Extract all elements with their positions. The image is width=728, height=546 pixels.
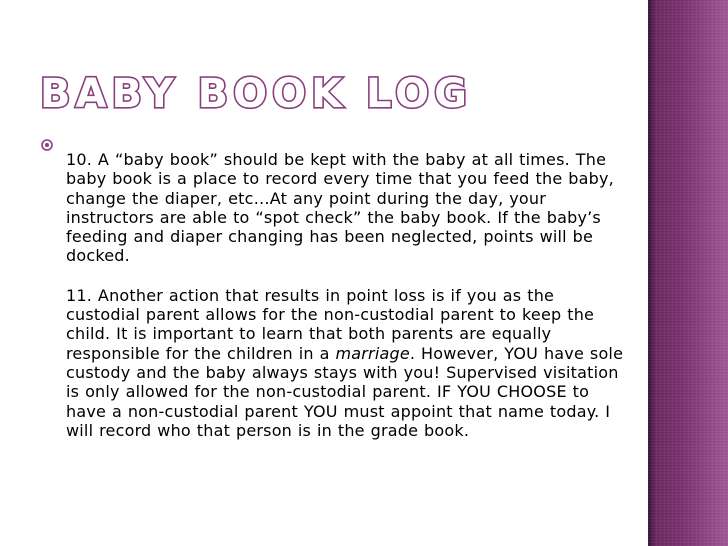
paragraph-item-10: 10. A “baby book” should be kept with the baby at all times. The baby book is a place to record every time that you feed the baby, change the diaper, etc…At any point during the day, your instructors are able to “spot check” the baby book. If the baby’s feeding and diaper changing has been neglected, points will be docked.	[66, 150, 614, 266]
slide-title-graphic	[38, 66, 598, 126]
paragraph-item-11	[66, 286, 626, 440]
emphasis-marriage: marriage	[335, 343, 410, 363]
paragraph-11-text-before: 11. Another action that results in point loss is if you as the custodial parent allows for the non-custodial parent to keep the child. It is important to learn that both parents are equally responsible for the children in a	[66, 285, 595, 363]
side-band-texture	[648, 0, 728, 546]
paragraph-11-text-after: . However, YOU have sole custody and the baby always stays with you! Supervised visitation is only allowed for the non-custodial parent. IF YOU CHOOSE to have a non-custodial parent YOU must appoint that name today. I will record who that person is in the grade book.	[66, 343, 624, 440]
slide-title: BABY BOOK LOG	[40, 71, 472, 117]
slide-body	[66, 150, 626, 440]
title-container	[38, 66, 598, 126]
circle-bullet-icon	[40, 137, 54, 151]
decorative-side-band	[648, 0, 728, 546]
